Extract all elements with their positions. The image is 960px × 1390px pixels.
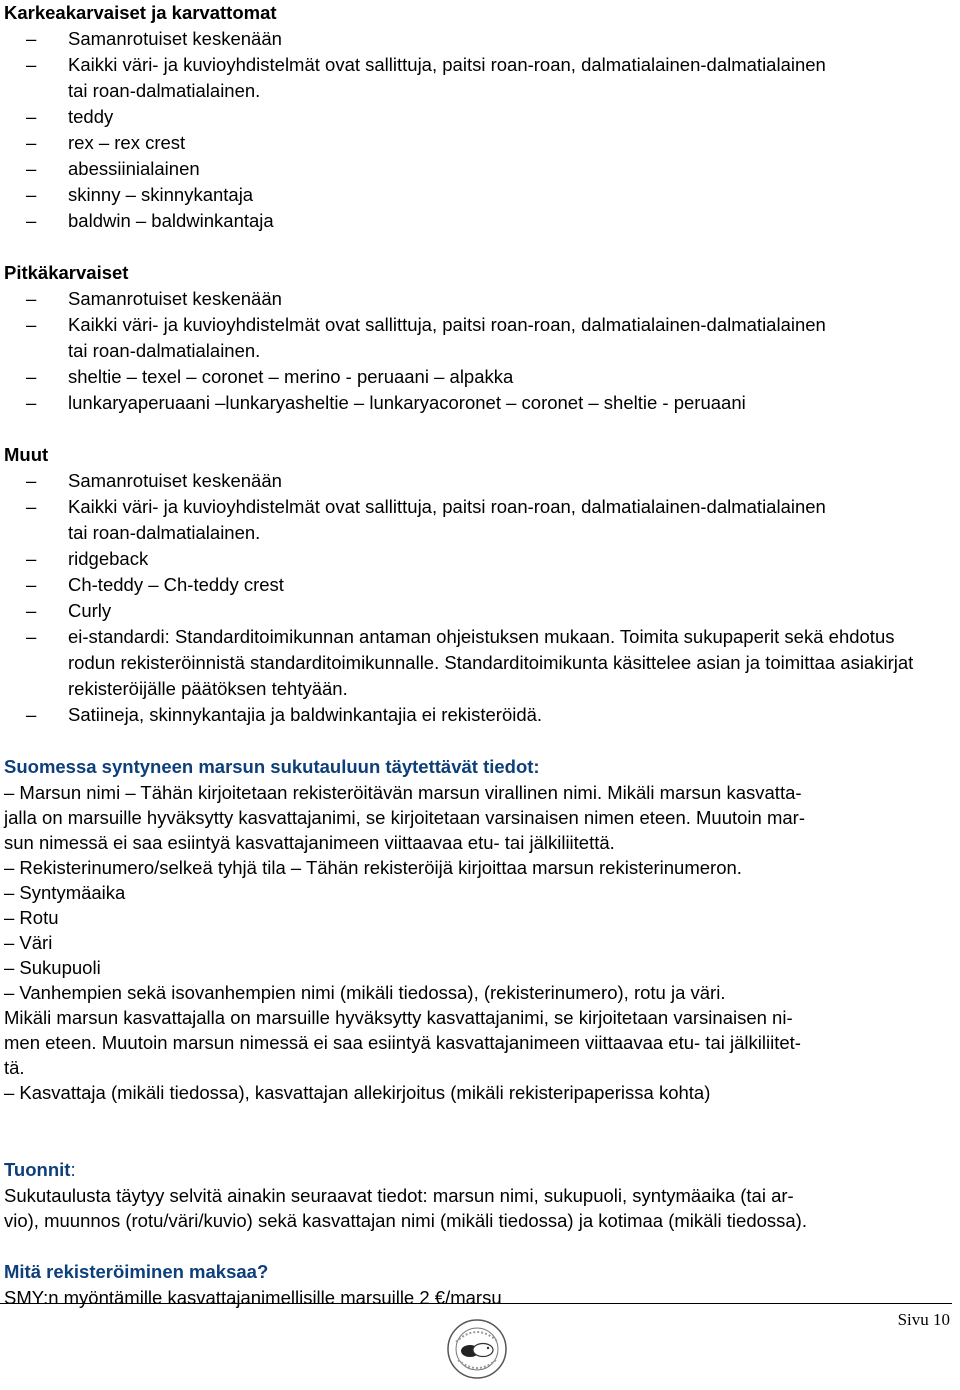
breed-rule-list	[4, 286, 950, 416]
text-line: Sukutaulusta täytyy selvitä ainakin seuraavat tiedot: marsun nimi, sukupuoli, syntymäaika (tai ar-	[4, 1185, 794, 1206]
document-page	[4, 0, 950, 1310]
list-item: – Kaikki väri- ja kuvioyhdistelmät ovat sallittuja, paitsi roan-roan, dalmatialainen-dalmatialainen tai roan-dalmatialainen.	[26, 314, 826, 361]
text-line: – Kasvattaja (mikäli tiedossa), kasvattajan allekirjoitus (mikäli rekisteripaperissa kohta)	[4, 1082, 711, 1103]
section-imports	[4, 1157, 950, 1233]
list-item: – abessiinialainen	[26, 158, 200, 179]
footer-divider	[0, 1303, 952, 1304]
text-line: vio), muunnos (rotu/väri/kuvio) sekä kasvattajan nimi (mikäli tiedossa) ja kotimaa (mikäli tiedossa).	[4, 1210, 807, 1231]
section-heading: Pitkäkarvaiset	[4, 262, 129, 283]
text-line: – Sukupuoli	[4, 957, 101, 978]
section-pedigree-fields	[4, 754, 950, 1105]
list-item: – rex – rex crest	[26, 132, 186, 153]
text-line: sun nimessä ei saa esiintyä kasvattajanimeen viittaavaa etu- tai jälkiliitettä.	[4, 832, 615, 853]
list-item: – Kaikki väri- ja kuvioyhdistelmät ovat sallittuja, paitsi roan-roan, dalmatialainen-dalmatialainen tai roan-dalmatialainen.	[26, 496, 826, 543]
list-item: – Samanrotuiset keskenään	[26, 470, 282, 491]
association-seal-icon	[446, 1318, 508, 1380]
list-item: – ei-standardi: Standarditoimikunnan antaman ohjeistuksen mukaan. Toimita sukupaperit sekä ehdotus rodun rekisteröinnistä standarditoimikunnalle. Standarditoimikunta käsittelee asian ja toimittaa asiakirjat rekisteröijälle päätöksen tehtyään.	[26, 626, 914, 699]
text-line: – Rotu	[4, 907, 59, 928]
list-item: – Samanrotuiset keskenään	[26, 28, 282, 49]
text-line: – Väri	[4, 932, 53, 953]
section-pitkakarvaiset	[4, 260, 950, 416]
section-muut	[4, 442, 950, 728]
breed-rule-list	[4, 26, 950, 234]
section-heading: Muut	[4, 444, 49, 465]
section-heading: Suomessa syntyneen marsun sukutauluun täytettävät tiedot:	[4, 756, 540, 777]
text-line: – Marsun nimi – Tähän kirjoitetaan rekisteröitävän marsun virallinen nimi. Mikäli marsun kasvatta-	[4, 782, 802, 803]
section-heading: Karkeakarvaiset ja karvattomat	[4, 2, 277, 23]
list-item: – Satiineja, skinnykantajia ja baldwinkantajia ei rekisteröidä.	[26, 704, 543, 725]
text-line: – Rekisterinumero/selkeä tyhjä tila – Tähän rekisteröijä kirjoittaa marsun rekisterinumeron.	[4, 857, 742, 878]
list-item: – Samanrotuiset keskenään	[26, 288, 282, 309]
text-line: tä.	[4, 1057, 25, 1078]
text-line: men eteen. Muutoin marsun nimessä ei saa esiintyä kasvattajanimeen viittaavaa etu- tai jälkiliitet-	[4, 1032, 801, 1053]
list-item: – lunkaryaperuaani –lunkaryasheltie – lunkaryacoronet – coronet – sheltie - peruaani	[26, 392, 746, 413]
list-item: – sheltie – texel – coronet – merino - peruaani – alpakka	[26, 366, 514, 387]
list-item: – Curly	[26, 600, 112, 621]
list-item: – ridgeback	[26, 548, 149, 569]
list-item: – skinny – skinnykantaja	[26, 184, 254, 205]
page-number: Sivu 10	[897, 1310, 950, 1329]
section-heading: Mitä rekisteröiminen maksaa?	[4, 1261, 269, 1282]
section-heading: Tuonnit:	[4, 1159, 76, 1180]
text-line: SMY:n myöntämille kasvattajanimellisille marsuille 2 €/marsu	[4, 1287, 502, 1308]
list-item: – Ch-teddy – Ch-teddy crest	[26, 574, 284, 595]
text-line: Mikäli marsun kasvattajalla on marsuille hyväksytty kasvattajanimi, se kirjoitetaan varsinaisen ni-	[4, 1007, 793, 1028]
text-line: – Vanhempien sekä isovanhempien nimi (mikäli tiedossa), (rekisterinumero), rotu ja väri.	[4, 982, 726, 1003]
list-item: – teddy	[26, 106, 114, 127]
section-karkeakarvaiset	[4, 0, 950, 234]
breed-rule-list	[4, 468, 950, 728]
text-line: jalla on marsuille hyväksytty kasvattajanimi, se kirjoitetaan varsinaisen nimen eteen. Muutoin mar-	[4, 807, 805, 828]
list-item: – Kaikki väri- ja kuvioyhdistelmät ovat sallittuja, paitsi roan-roan, dalmatialainen-dalmatialainen tai roan-dalmatialainen.	[26, 54, 826, 101]
list-item: – baldwin – baldwinkantaja	[26, 210, 274, 231]
text-line: – Syntymäaika	[4, 882, 126, 903]
